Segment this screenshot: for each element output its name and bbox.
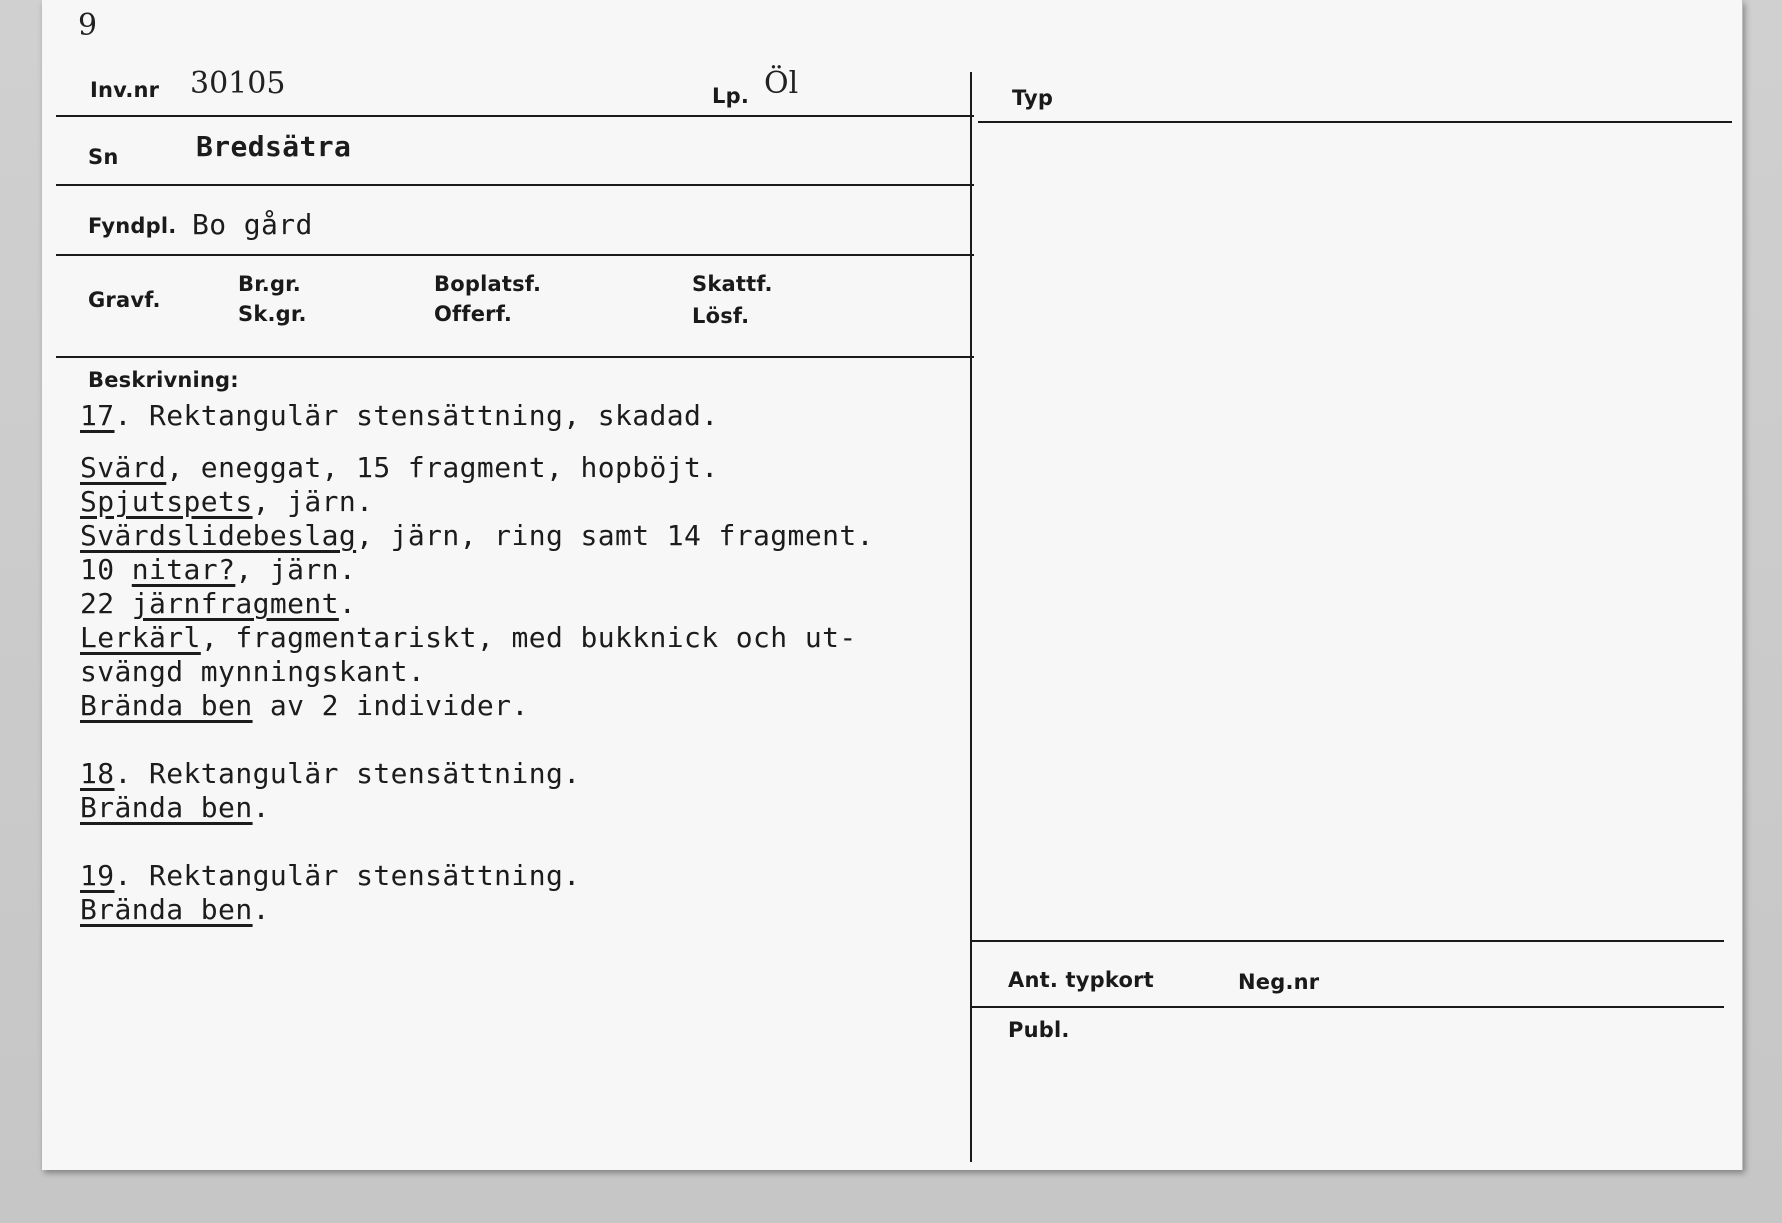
- item-svard: [80, 451, 874, 485]
- offerf-label: Offerf.: [434, 302, 513, 326]
- item-spjutspets-name: Spjutspets: [80, 485, 253, 518]
- rule-typ-bottom: [972, 940, 1724, 942]
- corner-number: 9: [78, 8, 98, 43]
- grave-18-number: 18: [80, 757, 115, 790]
- item-lerkarl-desc: , fragmentariskt, med bukknick och ut-: [200, 621, 857, 654]
- item-nitar-count: 10: [80, 553, 132, 586]
- item-branda-ben-18-name: Brända ben: [80, 791, 253, 824]
- rule-typ: [978, 121, 1732, 123]
- item-svard-name: Svärd: [80, 451, 167, 484]
- item-nitar-desc: , järn.: [235, 553, 357, 586]
- item-nitar-name: nitar?: [131, 553, 236, 586]
- item-svard-desc: , eneggat, 15 fragment, hopböjt.: [166, 451, 719, 484]
- boplatsf-label: Boplatsf.: [434, 272, 542, 296]
- fyndpl-value: Bo gård: [192, 208, 313, 241]
- losf-label: Lösf.: [692, 304, 750, 328]
- item-branda-ben-17-name: Brända ben: [80, 689, 253, 722]
- item-slidebeslag-name: Svärdslidebeslag: [80, 519, 357, 552]
- item-branda-ben-18-desc: .: [252, 791, 270, 824]
- rule-ant-typkort: [972, 1006, 1724, 1008]
- grave-19-title: . Rektangulär stensättning.: [114, 859, 581, 892]
- item-jarnfragment: [80, 587, 874, 621]
- beskrivning-label: Beskrivning:: [88, 368, 239, 392]
- grave-19-number: 19: [80, 859, 115, 892]
- rule-sn: [56, 184, 974, 186]
- inv-value: 30105: [190, 66, 286, 101]
- catalog-card: [42, 0, 1743, 1170]
- publ-label: Publ.: [1008, 1018, 1070, 1042]
- item-slidebeslag-desc: , järn, ring samt 14 fragment.: [356, 519, 874, 552]
- item-slidebeslag: [80, 519, 874, 553]
- vertical-divider: [970, 72, 972, 1162]
- grave-17-line: [80, 399, 874, 433]
- item-spjutspets-desc: , järn.: [252, 485, 374, 518]
- description-text: [80, 399, 874, 927]
- item-branda-ben-18: [80, 791, 874, 825]
- grave-17-title: . Rektangulär stensättning, skadad.: [114, 399, 719, 432]
- grave-18-title: . Rektangulär stensättning.: [114, 757, 581, 790]
- grave-17-number: 17: [80, 399, 115, 432]
- item-lerkarl-name: Lerkärl: [80, 621, 201, 654]
- rule-gravf: [56, 356, 974, 358]
- ant-typkort-label: Ant. typkort: [1008, 968, 1154, 992]
- item-jarnfragment-count: 22: [80, 587, 132, 620]
- grave-18-line: [80, 757, 874, 791]
- fyndpl-label: Fyndpl.: [88, 214, 177, 238]
- item-branda-ben-17-desc: av 2 individer.: [252, 689, 529, 722]
- item-nitar: [80, 553, 874, 587]
- item-jarnfragment-name: järnfragment: [131, 587, 339, 620]
- brgr-label: Br.gr.: [238, 272, 301, 296]
- item-lerkarl: [80, 621, 874, 655]
- skattf-label: Skattf.: [692, 272, 773, 296]
- item-branda-ben-17: [80, 689, 874, 723]
- item-branda-ben-19-name: Brända ben: [80, 893, 253, 926]
- gravf-label: Gravf.: [88, 288, 161, 312]
- skgr-label: Sk.gr.: [238, 302, 307, 326]
- sn-value: Bredsätra: [196, 130, 352, 163]
- typ-label: Typ: [1012, 86, 1054, 110]
- rule-fyndpl: [56, 254, 974, 256]
- lp-label: Lp.: [712, 84, 749, 108]
- inv-label: Inv.nr: [90, 78, 160, 102]
- lp-value: Öl: [764, 66, 799, 101]
- negnr-label: Neg.nr: [1238, 970, 1320, 994]
- item-branda-ben-19-desc: .: [252, 893, 270, 926]
- grave-19-line: [80, 859, 874, 893]
- item-branda-ben-19: [80, 893, 874, 927]
- item-spjutspets: [80, 485, 874, 519]
- item-jarnfragment-desc: .: [338, 587, 357, 620]
- sn-label: Sn: [88, 145, 119, 169]
- item-lerkarl-cont: svängd mynningskant.: [80, 655, 426, 688]
- rule-inv: [56, 115, 974, 117]
